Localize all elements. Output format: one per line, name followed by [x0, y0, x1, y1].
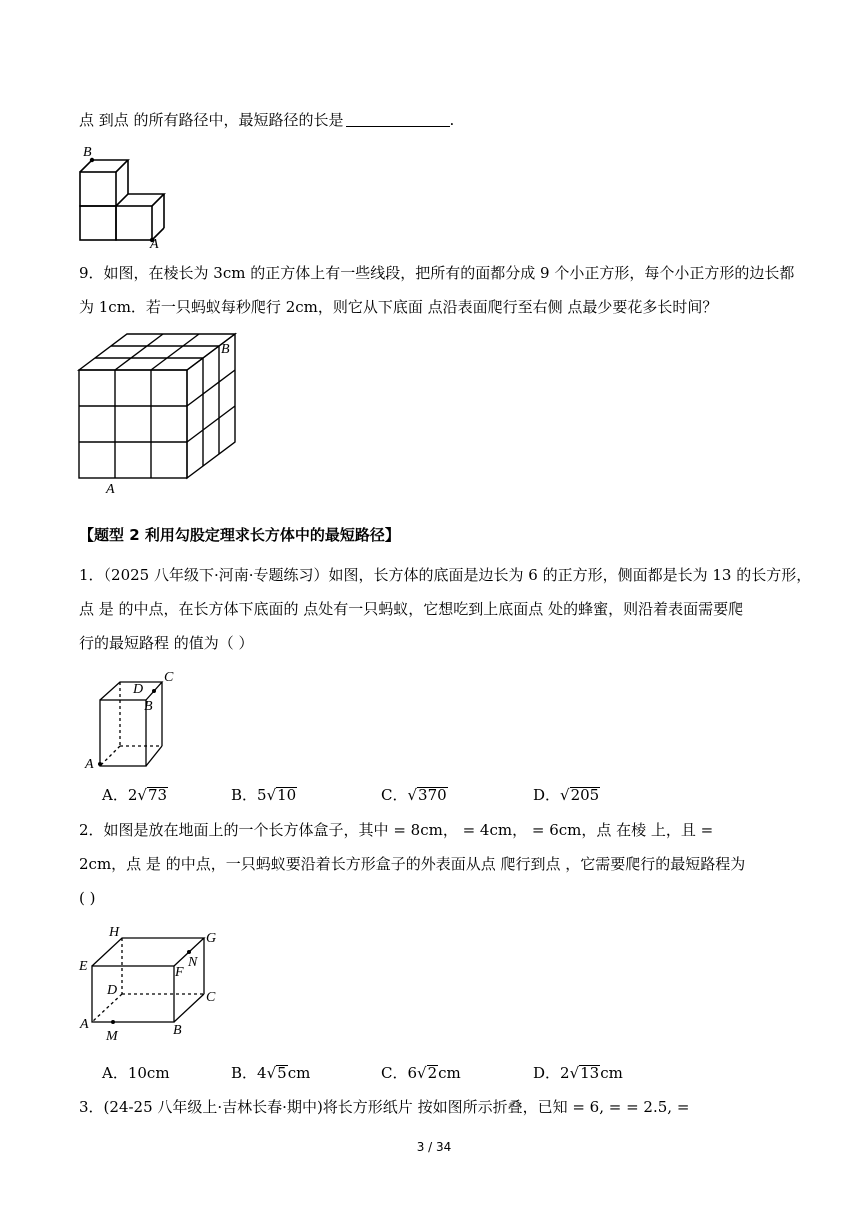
q1-line-2: 点 是 的中点，在长方体下底面的 点处有一只蚂蚁，它想吃到上底面点 处的蜂蜜，则沿着表面需要爬: [79, 600, 744, 618]
l-shape-cube-figure: [76, 140, 176, 250]
q2-line-3: ( ): [79, 889, 96, 907]
label-C: C: [164, 670, 174, 685]
q1-line-3: 行的最短路程 的值为（ ）: [79, 634, 254, 652]
q1-option-d[interactable]: D．√205: [533, 786, 600, 804]
label-B: B: [173, 1023, 182, 1038]
label-B: B: [83, 145, 92, 160]
q1-line-1: 1．（2025 八年级下·河南·专题练习）如图，长方体的底面是边长为 6 的正方形，侧面都是长为 13 的长方形，: [79, 566, 812, 584]
q2-option-d[interactable]: D．2√13cm: [533, 1064, 623, 1082]
q2-line-1: 2．如图是放在地面上的一个长方体盒子，其中 = 8cm， = 4cm， = 6cm，点 在棱 上，且 =: [79, 821, 714, 839]
q2-option-a[interactable]: A．10cm: [102, 1064, 170, 1082]
label-M: M: [106, 1029, 118, 1044]
q1-option-b[interactable]: B．5√10: [231, 786, 297, 804]
section-heading: 【题型 2 利用勾股定理求长方体中的最短路径】: [79, 526, 400, 544]
label-E: E: [79, 959, 88, 974]
label-D: D: [107, 983, 118, 998]
label-H: H: [109, 925, 120, 940]
page-number: 3 / 34: [416, 1140, 452, 1154]
label-C: C: [206, 990, 216, 1005]
q1-option-c[interactable]: C．√370: [381, 786, 447, 804]
q2-option-c[interactable]: C．6√2cm: [381, 1064, 461, 1082]
label-A: A: [85, 757, 94, 772]
label-B: B: [144, 699, 153, 714]
label-A: A: [80, 1017, 89, 1032]
label-D: D: [133, 682, 144, 697]
label-A: A: [106, 482, 115, 497]
label-B: B: [221, 342, 230, 357]
q2-line-2: 2cm，点 是 的中点，一只蚂蚁要沿着长方形盒子的外表面从点 爬行到点 ，它需要爬行的最短路程为: [79, 855, 746, 873]
answer-blank[interactable]: [346, 112, 450, 127]
box-figure: [76, 920, 236, 1045]
q8-tail-line: 点 到点 的所有路径中，最短路径的长是 .: [79, 111, 455, 129]
label-F: F: [175, 965, 184, 980]
label-N: N: [188, 955, 198, 970]
prism-figure: [80, 668, 190, 773]
cube-grid-figure: [76, 328, 246, 498]
q3-line-1: 3．(24-25 八年级上·吉林长春·期中)将长方形纸片 按如图所示折叠，已知 = 6, = = 2.5, =: [79, 1098, 690, 1116]
q9-line-1: 9．如图，在棱长为 3cm 的正方体上有一些线段，把所有的面都分成 9 个小正方形，每个小正方形的边长都: [79, 264, 795, 282]
q9-line-2: 为 1cm．若一只蚂蚁每秒爬行 2cm，则它从下底面 点沿表面爬行至右侧 点最少要花多长时间？: [79, 298, 718, 316]
q1-option-a[interactable]: A．2√73: [102, 786, 168, 804]
label-A: A: [150, 237, 159, 250]
q2-option-b[interactable]: B．4√5cm: [231, 1064, 311, 1082]
label-G: G: [206, 931, 217, 946]
